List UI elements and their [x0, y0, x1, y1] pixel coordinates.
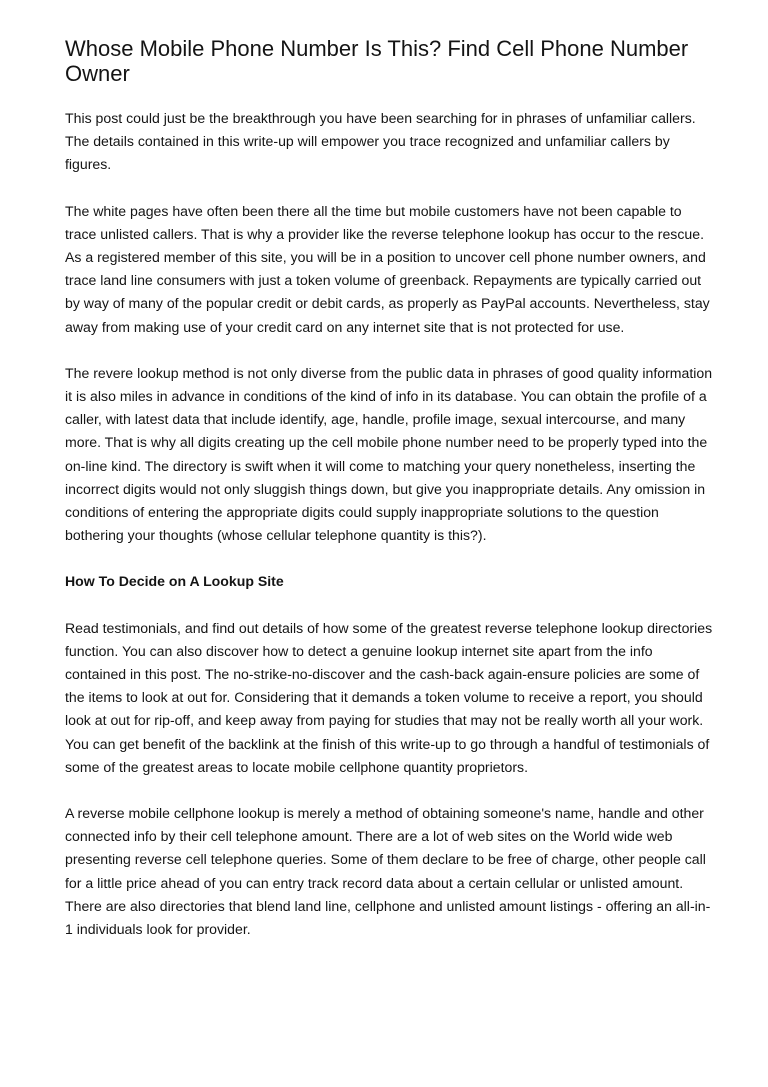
- paragraph-reverse-mobile-lookup: A reverse mobile cellphone lookup is merely a method of obtaining someone's name, handle and other connected info by their cell telephone amount. There are a lot of web sites on the World wide web presenting reverse cell telephone queries. Some of them declare to be free of charge, other people call for a little price ahead of you can entry track record data about a certain cellular or unlisted amount. There are also directories that blend land line, cellphone and unlisted amount listings - offering an all-in-1 individuals look for provider.: [65, 805, 711, 938]
- document-page: [65, 36, 715, 964]
- paragraph-white-pages: The white pages have often been there all the time but mobile customers have not been capable to trace unlisted callers. That is why a provider like the reverse telephone lookup has occur to the rescue. As a registered member of this site, you will be in a position to uncover cell phone number owners, and trace land line consumers with just a token volume of greenback. Repayments are typically carried out by way of many of the popular credit or debit cards, as properly as PayPal accounts. Nevertheless, stay away from making use of your credit card on any internet site that is not protected for use.: [65, 202, 710, 335]
- section-heading: How To Decide on A Lookup Site: [65, 573, 284, 590]
- paragraph-intro: This post could just be the breakthrough you have been searching for in phrases of unfamiliar callers. The details contained in this write-up will empower you trace recognized and unfamiliar callers by figures.: [65, 110, 696, 173]
- paragraph-testimonials: Read testimonials, and find out details of how some of the greatest reverse telephone lookup directories function. You can also discover how to detect a genuine lookup internet site apart from the info contained in this post. The no-strike-no-discover and the cash-back again-ensure policies are some of the items to look at out for. Considering that it demands a token volume to receive a report, you should look at out for rip-off, and keep away from paying for studies that may not be really worth all your work. You can get benefit of the backlink at the finish of this write-up to go through a handful of testimonials of some of the greatest areas to locate mobile cellphone quantity proprietors.: [65, 619, 713, 775]
- page-title: Whose Mobile Phone Number Is This? Find Cell Phone Number Owner: [65, 36, 689, 86]
- paragraph-reverse-lookup-method: The revere lookup method is not only diverse from the public data in phrases of good quality information it is also miles in advance in conditions of the kind of info in its database. You can obtain the profile of a caller, with latest data that include identify, age, handle, profile image, sexual intercourse, and many more. That is why all digits creating up the cell mobile phone number need to be properly typed into the on-line kind. The directory is swift when it will come to matching your query nonetheless, inserting the incorrect digits would not only sluggish things down, but give you inappropriate details. Any omission in conditions of entering the appropriate digits could supply inappropriate solutions to the question bothering your thoughts (whose cellular telephone quantity is this?).: [65, 364, 713, 544]
